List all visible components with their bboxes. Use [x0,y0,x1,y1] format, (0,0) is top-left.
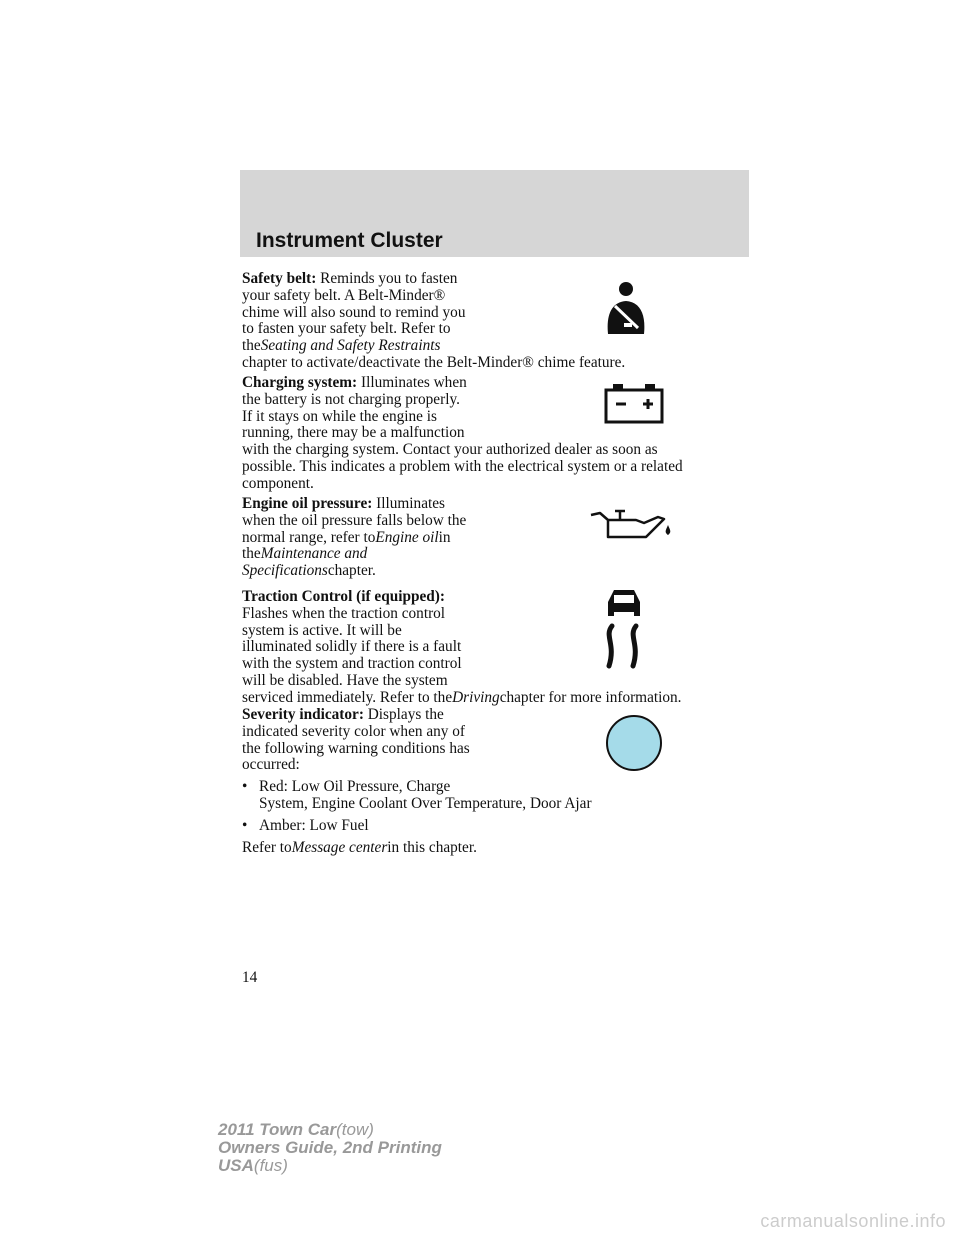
safety-belt-paragraph: Safety belt: Reminds you to fasten your safety belt. A Belt-Minder® chime will also sound to remind you to fasten your safety belt. Refer to theSeating and Safety Restraints chapter to activate/deactivate the Belt-Minder® chime feature. [242,270,626,371]
section-title: Instrument Cluster [256,229,443,252]
safety-belt-label: Safety belt: [242,270,317,287]
traction-control-paragraph: Traction Control (if equipped): Flashes when the traction control system is active. It will be illuminated solidly if there is a fault with the system and traction control will be disabled. Have the system serviced immediately. Refer to theDrivingchapter for more information. [242,588,682,706]
battery-icon [603,382,665,424]
section-header [240,170,749,257]
footer: 2011 Town Car(tow) Owners Guide, 2nd Printing USA(fus) [218,1120,442,1175]
charging-system-paragraph: Charging system: Illuminates when the battery is not charging properly. If it stays on while the engine is running, there may be a malfunction with the charging system. Contact your authorized dealer as soon as possible. This indicates a problem with the electrical system or a related component. [242,374,683,492]
severity-indicator-label: Severity indicator: [242,706,364,723]
oil-pressure-paragraph: Engine oil pressure: Illuminates when the oil pressure falls below the normal range, refer toEngine oilin theMaintenance and Specificationschapter. [242,495,467,580]
bullet-amber: • Amber: Low Fuel [242,817,369,834]
charging-system-label: Charging system: [242,374,358,391]
traction-control-icon [600,586,648,670]
bullet-glyph: • [242,778,248,795]
severity-indicator-paragraph: Severity indicator: Displays the indicated severity color when any of the following warning conditions has occurred: [242,706,470,774]
message-center-ref: Message center [291,839,388,856]
bullet-red: • Red: Low Oil Pressure, Charge System, Engine Coolant Over Temperature, Door Ajar [242,778,592,812]
page-number: 14 [242,969,258,986]
severity-indicator-icon [605,714,663,772]
bullet-glyph: • [242,817,248,834]
seatbelt-icon [598,280,654,340]
refer-paragraph: Refer toMessage centerin this chapter. [242,839,477,856]
watermark: carmanualsonline.info [760,1211,946,1231]
oil-can-icon [588,505,672,541]
oil-pressure-label: Engine oil pressure: [242,495,373,512]
traction-control-label: Traction Control (if equipped): [242,588,445,605]
